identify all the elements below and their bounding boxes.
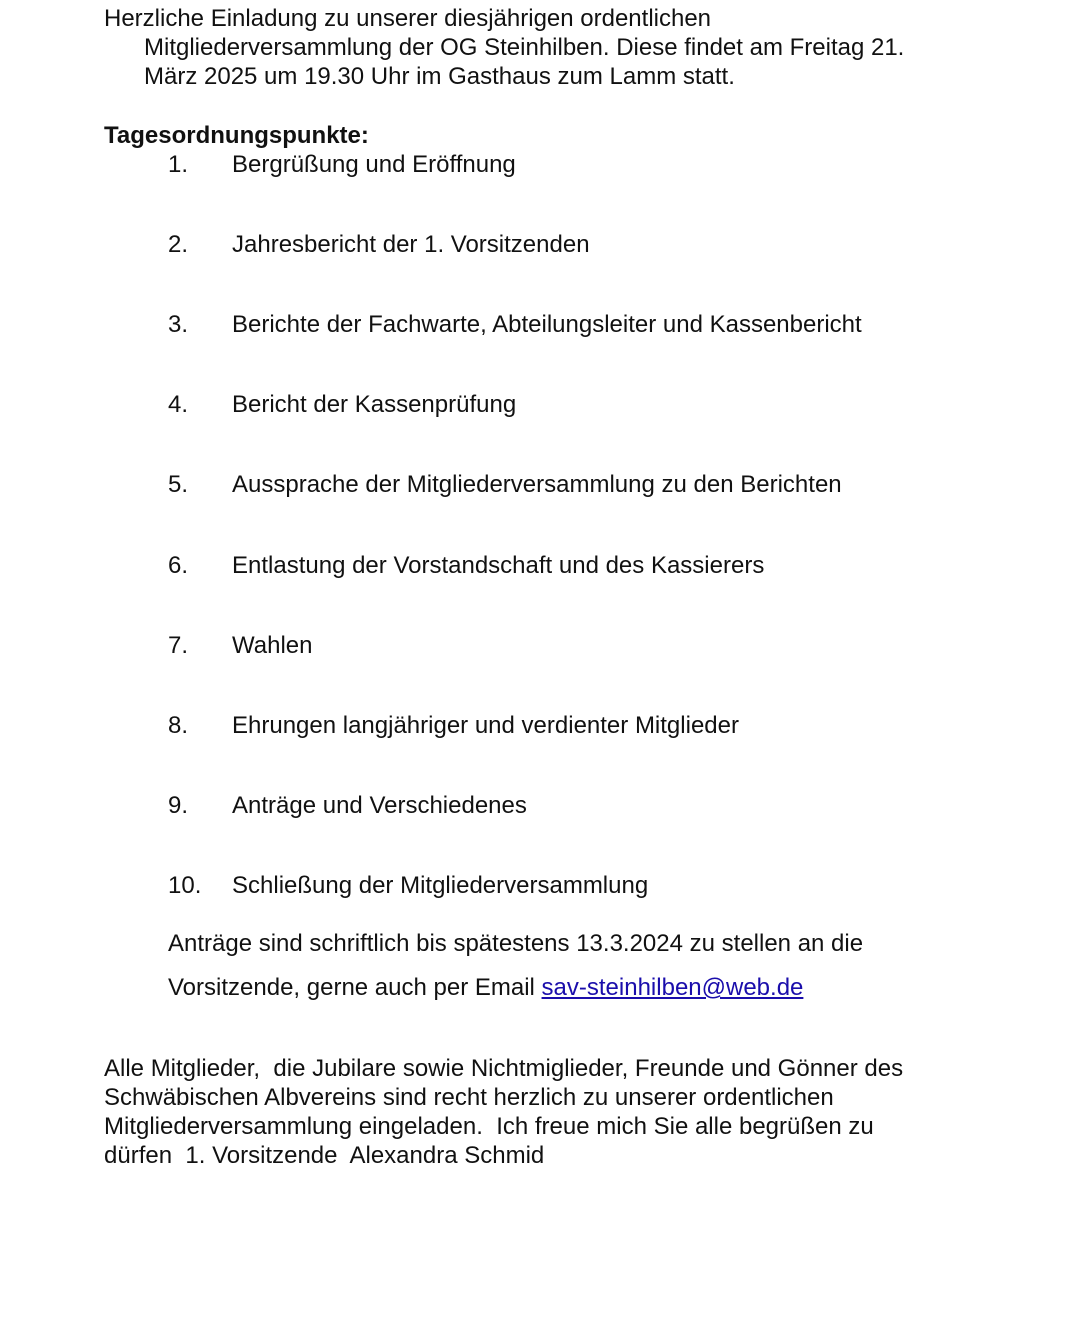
agenda-item-number: 4.: [168, 391, 189, 418]
agenda-item-text: Aussprache der Mitgliederversammlung zu den Berichten: [232, 471, 842, 498]
closing-line-3: Mitgliederversammlung eingeladen. Ich freue mich Sie alle begrüßen zu: [104, 1113, 874, 1140]
agenda-heading: Tagesordnungspunkte:: [104, 122, 369, 149]
intro-line-3: März 2025 um 19.30 Uhr im Gasthaus zum Lamm statt.: [144, 63, 735, 90]
agenda-item: [168, 871, 648, 901]
agenda-item-text: Jahresbericht der 1. Vorsitzenden: [232, 231, 590, 258]
note-line-1: Anträge sind schriftlich bis spätestens 13.3.2024 zu stellen an die: [168, 930, 864, 957]
agenda-item: [168, 230, 590, 260]
note-line-2: [168, 966, 988, 1010]
closing-line-1: Alle Mitglieder, die Jubilare sowie Nichtmiglieder, Freunde und Gönner des: [104, 1055, 904, 1082]
agenda-item-number: 8.: [168, 712, 189, 739]
agenda-item: [168, 390, 516, 420]
agenda-item: [168, 631, 312, 661]
agenda-item-text: Wahlen: [232, 632, 313, 659]
agenda-item-number: 10.: [168, 872, 202, 899]
agenda-item-number: 6.: [168, 552, 189, 579]
closing-line-4: dürfen 1. Vorsitzende Alexandra Schmid: [104, 1142, 545, 1169]
agenda-item-number: 2.: [168, 231, 189, 258]
agenda-item: [168, 310, 862, 340]
closing-paragraph: [104, 1054, 1004, 1170]
agenda-item: [168, 711, 739, 741]
agenda-item-text: Ehrungen langjähriger und verdienter Mitglieder: [232, 712, 739, 739]
note-line-2-text: Vorsitzende, gerne auch per Email: [168, 974, 542, 1001]
closing-line-2: Schwäbischen Albvereins sind recht herzlich zu unserer ordentlichen: [104, 1084, 834, 1111]
agenda-item: [168, 150, 516, 180]
agenda-item-number: 7.: [168, 632, 189, 659]
agenda-item-number: 5.: [168, 471, 189, 498]
agenda-item-text: Entlastung der Vorstandschaft und des Kassierers: [232, 552, 765, 579]
agenda-item-number: 1.: [168, 151, 189, 178]
agenda-item-number: 3.: [168, 311, 189, 338]
email-link[interactable]: sav-steinhilben@web.de: [541, 974, 804, 1001]
invitation-intro: [104, 4, 1004, 91]
agenda-item: [168, 791, 527, 821]
agenda-item-text: Berichte der Fachwarte, Abteilungsleiter und Kassenbericht: [232, 311, 862, 338]
agenda-item-text: Bergrüßung und Eröffnung: [232, 151, 516, 178]
intro-line-2: Mitgliederversammlung der OG Steinhilben. Diese findet am Freitag 21.: [144, 34, 905, 61]
agenda-item-text: Schließung der Mitgliederversammlung: [232, 872, 649, 899]
agenda-item: [168, 551, 764, 581]
agenda-item-text: Bericht der Kassenprüfung: [232, 391, 517, 418]
agenda-item: [168, 470, 842, 500]
intro-line-1: Herzliche Einladung zu unserer diesjährigen ordentlichen: [104, 5, 712, 32]
agenda-item-text: Anträge und Verschiedenes: [232, 792, 527, 819]
agenda-item-number: 9.: [168, 792, 189, 819]
submission-note: [168, 922, 988, 1010]
